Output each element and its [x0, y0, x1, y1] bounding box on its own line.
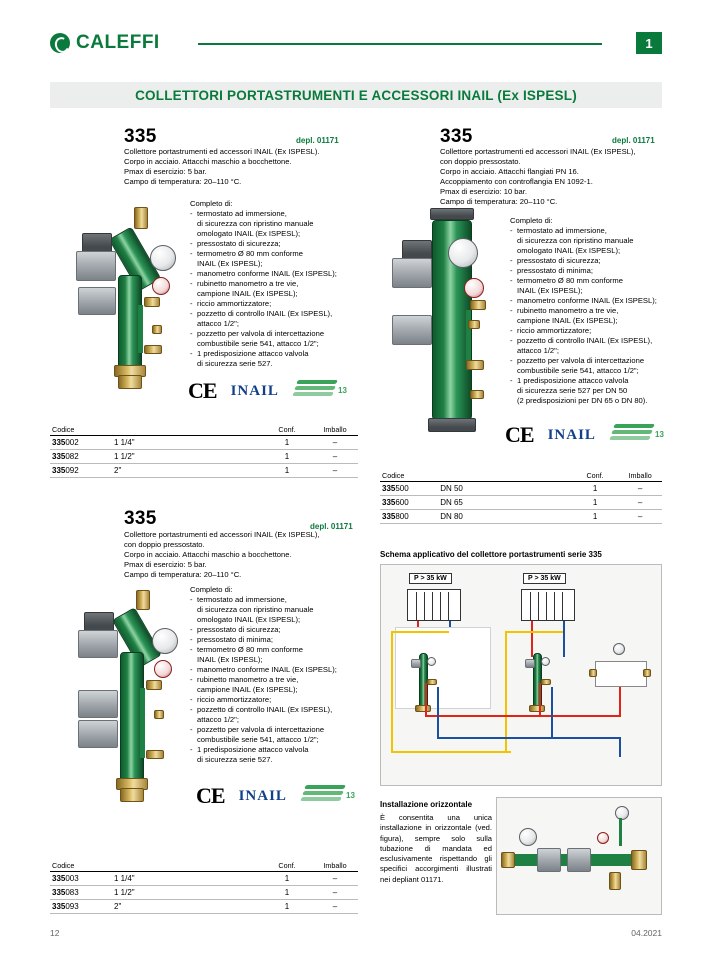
section-left-bottom-code	[124, 508, 157, 530]
col-code: Codice	[50, 424, 112, 436]
table-row: 335500 DN 50 1 –	[380, 482, 662, 496]
table-right-top	[380, 470, 662, 524]
table-left-bottom	[50, 860, 358, 914]
col-size	[438, 470, 572, 482]
brand-name: CALEFFI	[76, 32, 160, 53]
col-conf: Conf.	[262, 860, 312, 872]
schema-title: Schema applicativo del collettore portastrumenti serie 335	[380, 550, 602, 559]
schema-label-kw-2: P > 35 kW	[523, 573, 566, 584]
inail-logo: INAIL	[547, 426, 596, 443]
product-code: 335	[124, 126, 157, 147]
table-row: 335600 DN 65 1 –	[380, 496, 662, 510]
header-divider	[198, 43, 602, 45]
section-right-top-depl	[612, 130, 655, 148]
section-left-top-depl	[296, 130, 339, 148]
ce-mark: CE	[196, 783, 225, 808]
page-number: 12	[50, 928, 60, 938]
page-title: COLLETTORI PORTASTRUMENTI E ACCESSORI INAIL (Ex ISPESL)	[135, 87, 577, 103]
schema-diagram	[380, 564, 662, 786]
certification-marks-left-top	[188, 378, 347, 404]
table-row: 335002 1 1/4" 1 –	[50, 436, 358, 450]
col-imballo: Imballo	[312, 860, 358, 872]
section-left-bottom-features: Completo di: - termostato ad immersione, di sicurezza con ripristino manuale omologato INAIL (Ex ISPESL); - pressostato di sicurezza; - pressostato di minima; - termometro Ø 80 mm conforme INAIL (Ex ISPESL); - manometro conforme INAIL (Ex ISPESL); - rubinetto manometro a tre vie, campione INAIL (Ex ISPESL); - riccio ammortizzatore; - pozzetto di controllo INAIL (Ex ISPESL), attacco 1/2"; - pozzetto per valvola di intercettazione combustibile serie 541, attacco 1/2"; - 1 predisposizione attacco valvola di sicurezza serie 527.	[190, 585, 365, 765]
section-right-top-features: Completo di: - termostato ad immersione, di sicurezza con ripristino manuale omologato INAIL (Ex ISPESL); - pressostato di sicurezza; - pressostato di minima; - termometro Ø 80 mm conforme INAIL (Ex ISPESL); - manometro conforme INAIL (Ex ISPESL); - rubinetto manometro a tre vie, campione INAIL (Ex ISPESL); - riccio ammortizzatore; - pozzetto di controllo INAIL (Ex ISPESL), attacco 1/2"; - pozzetto per valvola di intercettazione combustibile serie 541, attacco 1/2"; - 1 predisposizione attacco valvola di sicurezza serie 527 per DN 50 (2 predisposizioni per DN 65 o DN 80).	[510, 216, 690, 406]
col-size	[112, 424, 262, 436]
col-size	[112, 860, 262, 872]
ce-mark: CE	[188, 378, 217, 403]
section-right-top-code	[440, 126, 473, 148]
page-title-band	[50, 82, 662, 108]
table-row: 335093 2" 1 –	[50, 900, 358, 914]
inail-logo: INAIL	[238, 787, 287, 804]
col-conf: Conf.	[572, 470, 618, 482]
table-row: 335083 1 1/2" 1 –	[50, 886, 358, 900]
badge-number: 13	[338, 386, 347, 395]
section-left-top-code	[124, 126, 204, 148]
badge-number: 13	[655, 430, 664, 439]
schema-label-kw-1: P > 35 kW	[409, 573, 452, 584]
table-row: 335092 2" 1 –	[50, 464, 358, 478]
col-code: Codice	[380, 470, 438, 482]
caleffi-mark-icon	[50, 33, 70, 53]
green-stripes-icon	[610, 424, 664, 446]
horizontal-install-text: È consentita una unica installazione in orizzontale (ved. figura), sempre solo sulla tubazione di mandata ed esclusivamente rispettando gli specifici accorgimenti illustrati nei depliant 01171.	[380, 813, 492, 884]
expansion-vessel	[595, 661, 647, 687]
badge-number: 13	[346, 791, 355, 800]
brand-logo	[50, 32, 160, 54]
leaflet-ref: depl. 01171	[310, 522, 353, 531]
table-left-top	[50, 424, 358, 478]
leaflet-ref: depl. 01171	[612, 136, 655, 145]
table-row: 335800 DN 80 1 –	[380, 510, 662, 524]
col-conf: Conf.	[262, 424, 312, 436]
section-right-top-description: Collettore portastrumenti ed accessori INAIL (Ex ISPESL), con doppio pressostato. Corpo in acciaio. Attacchi flangiati PN 16. Accoppiamento con controflangia EN 1092-1. Pmax di esercizio: 10 bar. Campo di temperatura: 20–110 °C.	[440, 147, 636, 207]
green-stripes-icon	[293, 380, 347, 402]
leaflet-ref: depl. 01171	[296, 136, 339, 145]
green-stripes-icon	[301, 785, 355, 807]
ce-mark: CE	[505, 422, 534, 447]
horizontal-install-title: Installazione orizzontale	[380, 800, 473, 809]
table-row: 335003 1 1/4" 1 –	[50, 872, 358, 886]
col-imballo: Imballo	[618, 470, 662, 482]
col-imballo: Imballo	[312, 424, 358, 436]
revision-date: 04.2021	[631, 928, 662, 938]
page-tab-number: 1	[636, 32, 662, 54]
product-image-335-threaded	[66, 205, 186, 390]
inail-logo: INAIL	[230, 382, 279, 399]
product-code: 335	[124, 508, 157, 529]
product-code: 335	[440, 126, 473, 147]
col-code: Codice	[50, 860, 112, 872]
horizontal-install-figure	[496, 797, 662, 915]
section-left-bottom-description: Collettore portastrumenti ed accessori INAIL (Ex ISPESL), con doppio pressostato. Corpo in acciaio. Attacchi maschio a bocchettone. Pmax di esercizio: 5 bar. Campo di temperatura: 20–110 °C.	[124, 530, 320, 580]
boiler-1	[407, 589, 461, 621]
product-image-335-flanged	[382, 200, 512, 450]
table-row: 335082 1 1/2" 1 –	[50, 450, 358, 464]
product-image-335-double-pressure	[66, 590, 186, 810]
section-left-top-description: Collettore portastrumenti ed accessori INAIL (Ex ISPESL). Corpo in acciaio. Attacchi maschio a bocchettone. Pmax di esercizio: 5 bar. Campo di temperatura: 20–110 °C.	[124, 147, 320, 187]
boiler-2	[521, 589, 575, 621]
section-left-top-features: Completo di: - termostato ad immersione, di sicurezza con ripristino manuale omologato INAIL (Ex ISPESL); - pressostato di sicurezza; - termometro Ø 80 mm conforme INAIL (Ex ISPESL); - manometro conforme INAIL (Ex ISPESL); - rubinetto manometro a tre vie, campione INAIL (Ex ISPESL); - riccio ammortizzatore; - pozzetto di controllo INAIL (Ex ISPESL), attacco 1/2"; - pozzetto per valvola di intercettazione combustibile serie 541, attacco 1/2"; - 1 predisposizione attacco valvola di sicurezza serie 527.	[190, 199, 365, 369]
page-header	[50, 32, 662, 66]
certification-marks-left-bottom	[196, 783, 355, 809]
certification-marks-right-top	[505, 422, 664, 448]
